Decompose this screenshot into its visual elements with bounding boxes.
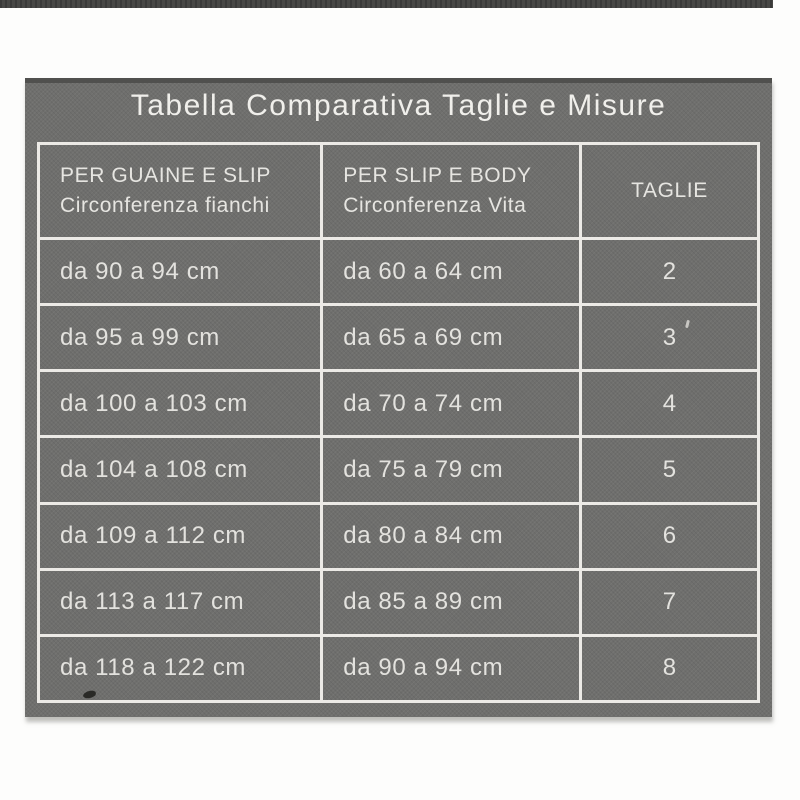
cell-size: 7 [582, 571, 757, 634]
cell-waist-range: da 70 a 74 cm [323, 372, 579, 435]
scan-edge-bar [0, 0, 773, 8]
header-cell-guaine-slip [40, 145, 320, 237]
cell-waist-range: da 75 a 79 cm [323, 438, 579, 501]
cell-hips-range: da 113 a 117 cm [40, 571, 320, 634]
size-chart-panel [25, 78, 772, 717]
header-size-label: TAGLIE [631, 179, 708, 202]
cell-hips-range: da 95 a 99 cm [40, 306, 320, 369]
header-cell-taglie [582, 145, 757, 237]
header-measure-label: Circonferenza fianchi [60, 194, 270, 217]
cell-size [582, 306, 757, 369]
header-product-label: PER GUAINE E SLIP [60, 164, 271, 187]
cell-waist-range: da 90 a 94 cm [323, 637, 579, 700]
cell-waist-range: da 80 a 84 cm [323, 505, 579, 568]
scan-speck [685, 320, 690, 328]
cell-waist-range: da 65 a 69 cm [323, 306, 579, 369]
cell-size: 5 [582, 438, 757, 501]
size-table [37, 142, 760, 703]
header-product-label: PER SLIP E BODY [343, 164, 532, 187]
cell-size: 6 [582, 505, 757, 568]
cell-hips-range: da 118 a 122 cm [40, 637, 320, 700]
cell-waist-range: da 85 a 89 cm [323, 571, 579, 634]
cell-hips-range: da 100 a 103 cm [40, 372, 320, 435]
cell-size: 4 [582, 372, 757, 435]
cell-waist-range: da 60 a 64 cm [323, 240, 579, 303]
cell-hips-range: da 109 a 112 cm [40, 505, 320, 568]
header-cell-slip-body [323, 145, 579, 237]
chart-title: Tabella Comparativa Taglie e Misure [130, 89, 667, 122]
cell-size: 8 [582, 637, 757, 700]
cell-size: 2 [582, 240, 757, 303]
header-measure-label: Circonferenza Vita [343, 194, 527, 217]
size-value: 3 [662, 323, 677, 351]
cell-hips-range: da 104 a 108 cm [40, 438, 320, 501]
cell-hips-range: da 90 a 94 cm [40, 240, 320, 303]
